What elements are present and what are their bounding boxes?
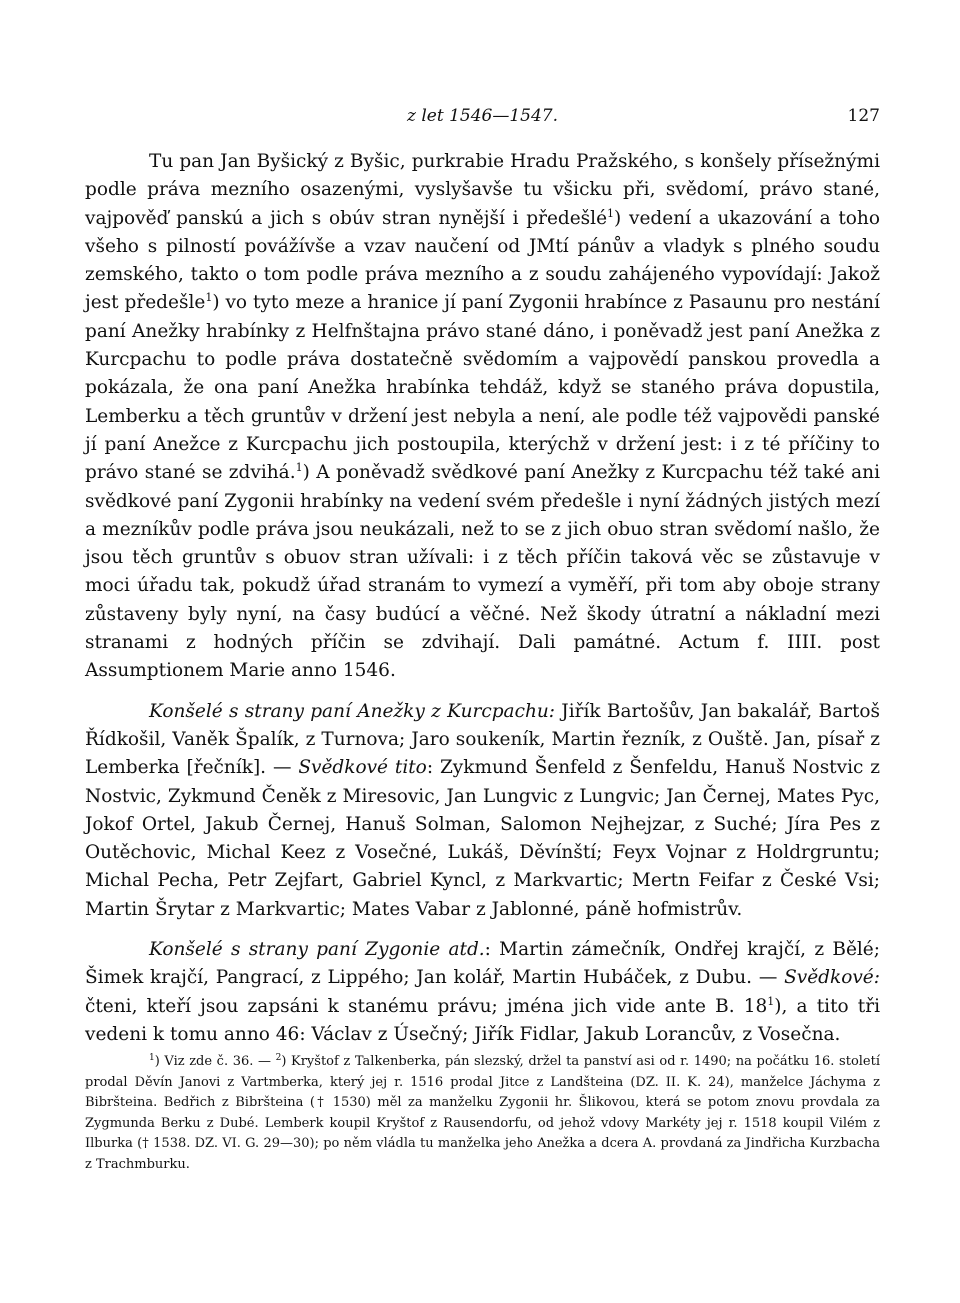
footnotes: [85, 1052, 880, 1175]
italic-lead: Konšelé s strany paní Zygonie atd.: [149, 939, 485, 961]
italic-lead: Konšelé s strany paní Anežky z Kurcpachu:: [149, 700, 556, 722]
running-title: z let 1546—1547.: [406, 106, 559, 126]
page-header: [85, 103, 880, 129]
footnote-text: [85, 1052, 880, 1175]
italic-lead: Svědkové:: [784, 967, 880, 989]
footnote-run: ) Viz zde č. 36. —: [154, 1054, 276, 1069]
text-run: ) vedení a ukazování a toho všeho s pilností povážívše a vzav naučení od JMtí pánův a vladyk s plného soudu zemského, takto o tom podle práva mezního a z soudu zahájeného vypovídají: Jakož jest předešle: [85, 207, 880, 314]
paragraph-councillors-zygonie: [85, 936, 880, 1049]
text-run: ) A poněvadž svědkové paní Anežky z Kurcpachu též také ani svědkové paní Zygonii hrabínky na vedení svém předešle i nyní žádných jistých mezí a mezníkův podle práva jsou neukázali, než to se z jich obuo stran svědomí našlo, že jsou těch gruntův s obuov stran užívali: i z těch příčin taková věc se zůstavuje v moci úřadu tak, pokudž úřad stranám to vymezí a vyměří, při tom aby oboje strany zůstaveny byly nyní, na časy budúcí a věčné. Než škody útratní a nákladní mezi stranami z hodných příčin se zdvihají. Dali památné. Actum f. IIII. post Assumptionem Marie anno 1546.: [85, 462, 880, 682]
text-run: ) vo tyto meze a hranice jí paní Zygonii hrabínce z Pasaunu pro nestání paní Anežky hrabínky z Helfnštajna právo stané dáno, i poněvadž jest paní Anežka z Kurcpachu to podle práva dostatečně svědomím a vajpovědí panskou provedla a pokázala, že ona paní Anežka hrabínka tehdáž, když se staného práva dopustila, Lemberku a těch gruntův v držení jest nebyla a není, ale podle též vajpovědi panské jí paní Anežce z Kurcpachu jich postoupila, kterýchž v držení jest: i z té příčiny to právo stané se zdvihá.: [85, 292, 881, 484]
text-run: : Martin zámečník, Ondřej krajčí, z Bělé; Šimek krajčí, Pangrací, z Lippého; Jan kolář, Martin Hubáček, z Dubu. —: [85, 939, 880, 989]
italic-lead: Svědkové tito: [298, 757, 427, 779]
footnote-run: ) Kryštof z Talkenberka, pán slezský, držel ta panství asi od r. 1490; na počátku 16. století prodal Děvín Janovi z Vartmberka, který jej r. 1516 prodal Jitce z Landšteina (DZ. II. K. 24), manželce Jáchyma z Bibršteina. Bedřich z Bibršteina († 1530) měl za manželku Zygonii hr. Šlikovou, která se potom znovu provdala za Zygmunda Berku z Dubé. Lemberk koupil Kryštof z Rausendorfu, od jehož vdovy Markéty jej r. 1518 koupil Vilém z Ilburka († 1538. DZ. VI. G. 29—30); po něm vládla tu manželka jeho Anežka a dcera A. provdaná za Jindřicha Kurzbacha z Trachmburku.: [85, 1054, 881, 1172]
footnote-mark: 1: [149, 1053, 155, 1063]
text-run: : Zykmund Šenfeld z Šenfeldu, Hanuš Nostvic z Nostvic, Zykmund Čeněk z Miresovic, Jan Lungvic z Lungvic; Jan Černej, Mates Pyc, Jokof Ortel, Jakub Černej, Hanuš Solman, Salomon Nejhejzar, z Suché; Jíra Pes z Outěchovic, Michal Keez z Vosečné, Lukáš, Děvínští; Feyx Vojnar z Holdrgruntu; Michal Pecha, Petr Zejfart, Gabriel Kyncl, z Markvartic; Mertn Feifar z České Vsi; Martin Šrytar z Markvartic; Mates Vabar z Jablonné, páně hofmistrův.: [85, 757, 880, 920]
text-run: ), a tito tři vedeni k tomu anno 46: Václav z Úsečný; Jiřík Fidlar, Jakub Lorancův, z Vosečna.: [85, 995, 880, 1045]
paragraph-councillors-anezka: [85, 698, 880, 924]
footnote-ref: 1: [205, 291, 213, 305]
text-run: čteni, kteří jsou zapsáni k stanému právu; jména jich vide ante B. 18: [85, 995, 768, 1017]
body-text: [85, 148, 880, 1049]
text-run: Tu pan Jan Byšický z Byšic, purkrabie Hradu Pražského, s konšely přísežnými podle práva mezního osazenými, vyslyšavše tu všicku při, svědomí, právo stané, vajpověď panskú a jich s obúv stran nynější i předešlé: [85, 151, 880, 229]
page-number: 127: [847, 106, 880, 126]
footnote-mark: 2: [275, 1053, 282, 1063]
footnote-ref: 1: [295, 461, 303, 475]
paragraph-verdict: [85, 148, 880, 686]
footnote-ref: 1: [767, 994, 775, 1008]
text-run: Jiřík Bartošův, Jan bakalář, Bartoš Řídkošil, Vaněk Špalík, z Turnova; Jaro soukeník, Martin řezník, z Ouště. Jan, písař z Lemberka [řečník]. —: [85, 700, 881, 779]
footnote-ref: 1: [607, 206, 615, 220]
